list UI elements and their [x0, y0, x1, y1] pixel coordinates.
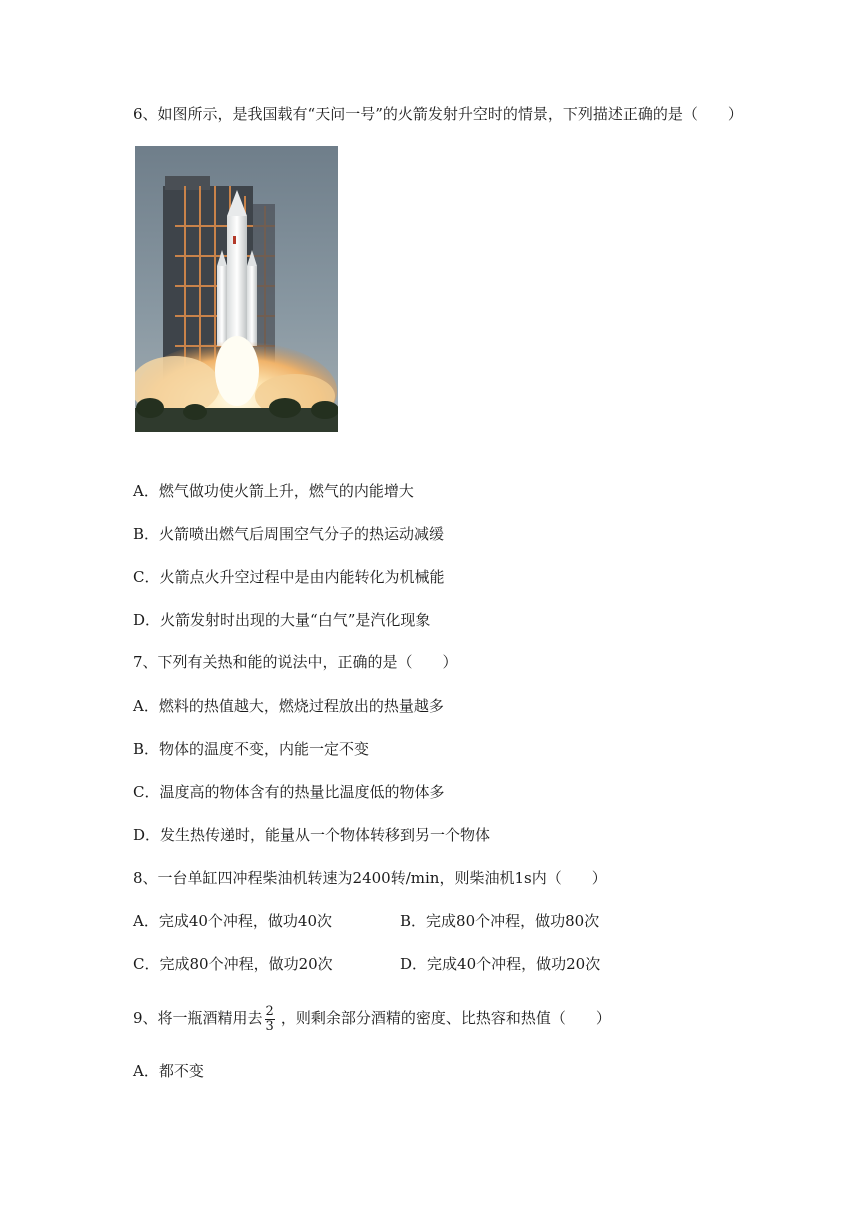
question-7-option-b: B．物体的温度不变，内能一定不变: [133, 740, 370, 758]
fraction-two-thirds: [265, 1005, 275, 1034]
question-7-option-d: D．发生热传递时，能量从一个物体转移到另一个物体: [133, 826, 491, 844]
question-7-stem: 7、下列有关热和能的说法中，正确的是（ ）: [133, 653, 458, 671]
question-9-stem: [133, 1002, 611, 1034]
question-6-option-c: C．火箭点火升空过程中是由内能转化为机械能: [133, 568, 445, 586]
question-9-option-a: A．都不变: [133, 1062, 204, 1080]
question-6-stem: 6、如图所示，是我国载有“天问一号”的火箭发射升空时的情景，下列描述正确的是（ ）: [133, 105, 743, 123]
question-8-option-d: D．完成40个冲程，做功20次: [400, 955, 601, 973]
fraction-denominator: 3: [265, 1018, 274, 1034]
question-8-option-b: B．完成80个冲程，做功80次: [400, 912, 600, 930]
question-8-option-c: C．完成80个冲程，做功20次: [133, 955, 333, 973]
question-9-stem-after: ，则剩余部分酒精的密度、比热容和热值（ ）: [280, 1009, 611, 1027]
question-8-option-a: A．完成40个冲程，做功40次: [133, 912, 333, 930]
question-6-option-a: A．燃气做功使火箭上升，燃气的内能增大: [133, 482, 414, 500]
question-8-stem: 8、一台单缸四冲程柴油机转速为2400转/min，则柴油机1s内（ ）: [133, 869, 607, 887]
question-7-option-c: C．温度高的物体含有的热量比温度低的物体多: [133, 783, 445, 801]
question-6-option-b: B．火箭喷出燃气后周围空气分子的热运动减缓: [133, 525, 445, 543]
question-9-stem-before: 9、将一瓶酒精用去: [133, 1009, 263, 1027]
fraction-numerator: 2: [265, 1003, 274, 1019]
rocket-launch-image: [135, 146, 338, 432]
question-6-option-d: D．火箭发射时出现的大量“白气”是汽化现象: [133, 611, 431, 629]
question-7-option-a: A．燃料的热值越大，燃烧过程放出的热量越多: [133, 697, 444, 715]
